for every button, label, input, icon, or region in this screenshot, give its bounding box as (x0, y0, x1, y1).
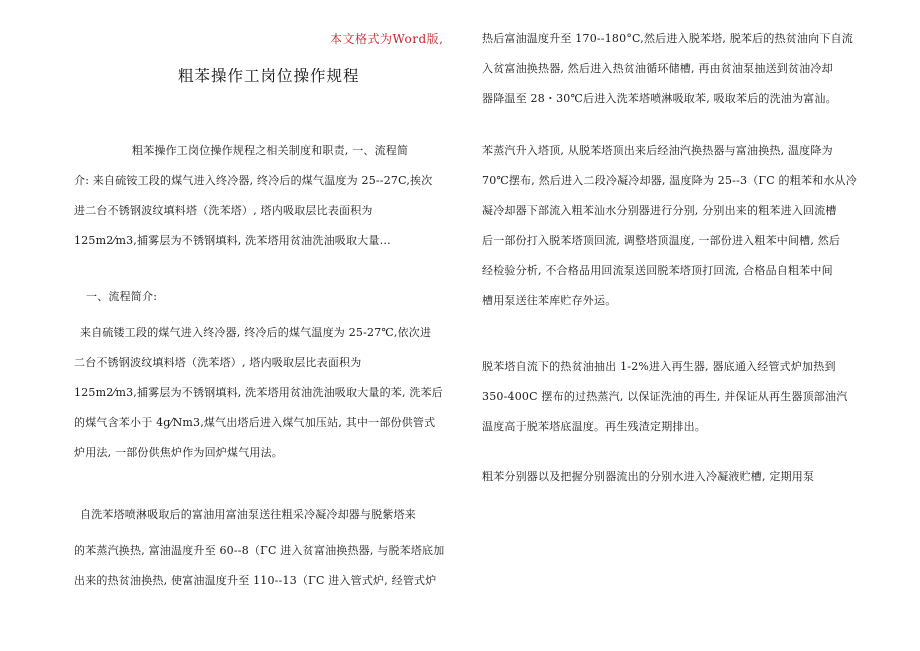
paragraph-line: 入贫富油换热器, 然后进入热贫油循环储槽, 再由贫油泵抽送到贫油冷却 (482, 62, 833, 75)
intro-line: 进二台不锈钢波纹填料塔（洗苯塔）, 塔内吸取层比表面积为 (74, 204, 373, 217)
process-paragraph-1-first (80, 318, 431, 348)
process-paragraph-1 (74, 348, 443, 468)
intro-line: 125m2⁄m3,捕雾层为不锈钢填料, 洗苯塔用贫油洗油吸取大量… (74, 234, 391, 247)
paragraph-line: 来自硫镂工段的煤气进入终冷器, 终冷后的煤气温度为 25-27℃,依次进 (80, 326, 432, 339)
right-paragraph-2 (482, 136, 857, 316)
process-paragraph-2-cont (74, 566, 436, 596)
paragraph-line: 的苯蒸汽换热, 富油温度升至 60--8（ΓC 进入贫富油换热器, 与脱苯塔底加 (74, 544, 445, 557)
intro-line: 粗苯操作工岗位操作规程之相关制度和职责, 一、流程简 (132, 144, 409, 157)
right-paragraph-1 (482, 24, 853, 114)
section-heading: 一、流程简介: (86, 290, 158, 303)
process-paragraph-2-first (80, 500, 416, 530)
paragraph-line: 后一部份打入脱苯塔顶回流, 调整塔顶温度, 一部份进入粗苯中间槽, 然后 (482, 234, 841, 247)
paragraph-line: 热后富油温度升至 170--180°C,然后进入脱苯塔, 脱苯后的热贫油向下自流 (482, 32, 853, 45)
paragraph-line: 二台不锈钢波纹填料塔（洗苯塔）, 塔内吸取层比表面积为 (74, 356, 362, 369)
format-notice: 本文格式为Word版, (330, 32, 444, 46)
right-paragraph-4 (482, 462, 814, 492)
paragraph-line: 炉用法, 一部份供焦炉作为回炉煤气用法。 (74, 446, 283, 459)
process-paragraph-2 (74, 536, 444, 566)
document-title: 粗苯操作工岗位操作规程 (178, 67, 360, 85)
intro-paragraph-cont (74, 166, 432, 256)
intro-line: 介: 来自硫铵工段的煤气进入终冷器, 终冷后的煤气温度为 25--27C,挨次 (74, 174, 433, 187)
paragraph-line: 脱苯塔自流下的热贫油抽出 1-2%进入再生器, 器底通入经管式炉加热到 (482, 360, 836, 373)
paragraph-line: 自洗苯塔喷淋吸取后的富油用富油泵送往粗采冷凝冷却器与脱紫塔来 (80, 508, 416, 521)
paragraph-line: 粗苯分别器以及把握分别器流出的分别水进入冷凝液贮槽, 定期用泵 (482, 470, 815, 483)
paragraph-line: 苯蒸汽升入塔顶, 从脱苯塔顶出来后经油汽换热器与富油换热, 温度降为 (482, 144, 833, 157)
paragraph-line: 的煤气含苯小于 4g⁄Nm3,煤气出塔后进入煤气加压站, 其中一部份供管式 (74, 416, 436, 429)
intro-paragraph (132, 136, 408, 166)
paragraph-line: 经检验分析, 不合格品用回流泵送回脱苯塔顶打回流, 合格品自粗苯中间 (482, 264, 833, 277)
paragraph-line: 125m2⁄m3,捕雾层为不锈钢填料, 洗苯塔用贫油洗油吸取大量的苯, 洗苯后 (74, 386, 443, 399)
right-paragraph-3 (482, 352, 847, 442)
paragraph-line: 350-400C 摆布的过热蒸汽, 以保证洗油的再生, 并保证从再生器顶部油汽 (482, 390, 848, 403)
paragraph-line: 70℃摆布, 然后进入二段冷凝冷却器, 温度降为 25--3（ΓC 的粗苯和水从冷 (482, 174, 857, 187)
paragraph-line: 出来的热贫油换热, 使富油温度升至 110--13（ΓC 进入管式炉, 经管式炉 (74, 574, 437, 587)
paragraph-line: 器降温至 28・30℃后进入洗苯塔喷淋吸取苯, 吸取苯后的洗油为富汕。 (482, 92, 837, 105)
paragraph-line: 槽用泵送往苯库贮存外运。 (482, 294, 617, 307)
paragraph-line: 温度高于脱苯塔底温度。再生残渣定期排出。 (482, 420, 706, 433)
paragraph-line: 凝冷却器下部流入粗苯汕水分别器进行分别, 分别出来的粗苯进入回流槽 (482, 204, 837, 217)
